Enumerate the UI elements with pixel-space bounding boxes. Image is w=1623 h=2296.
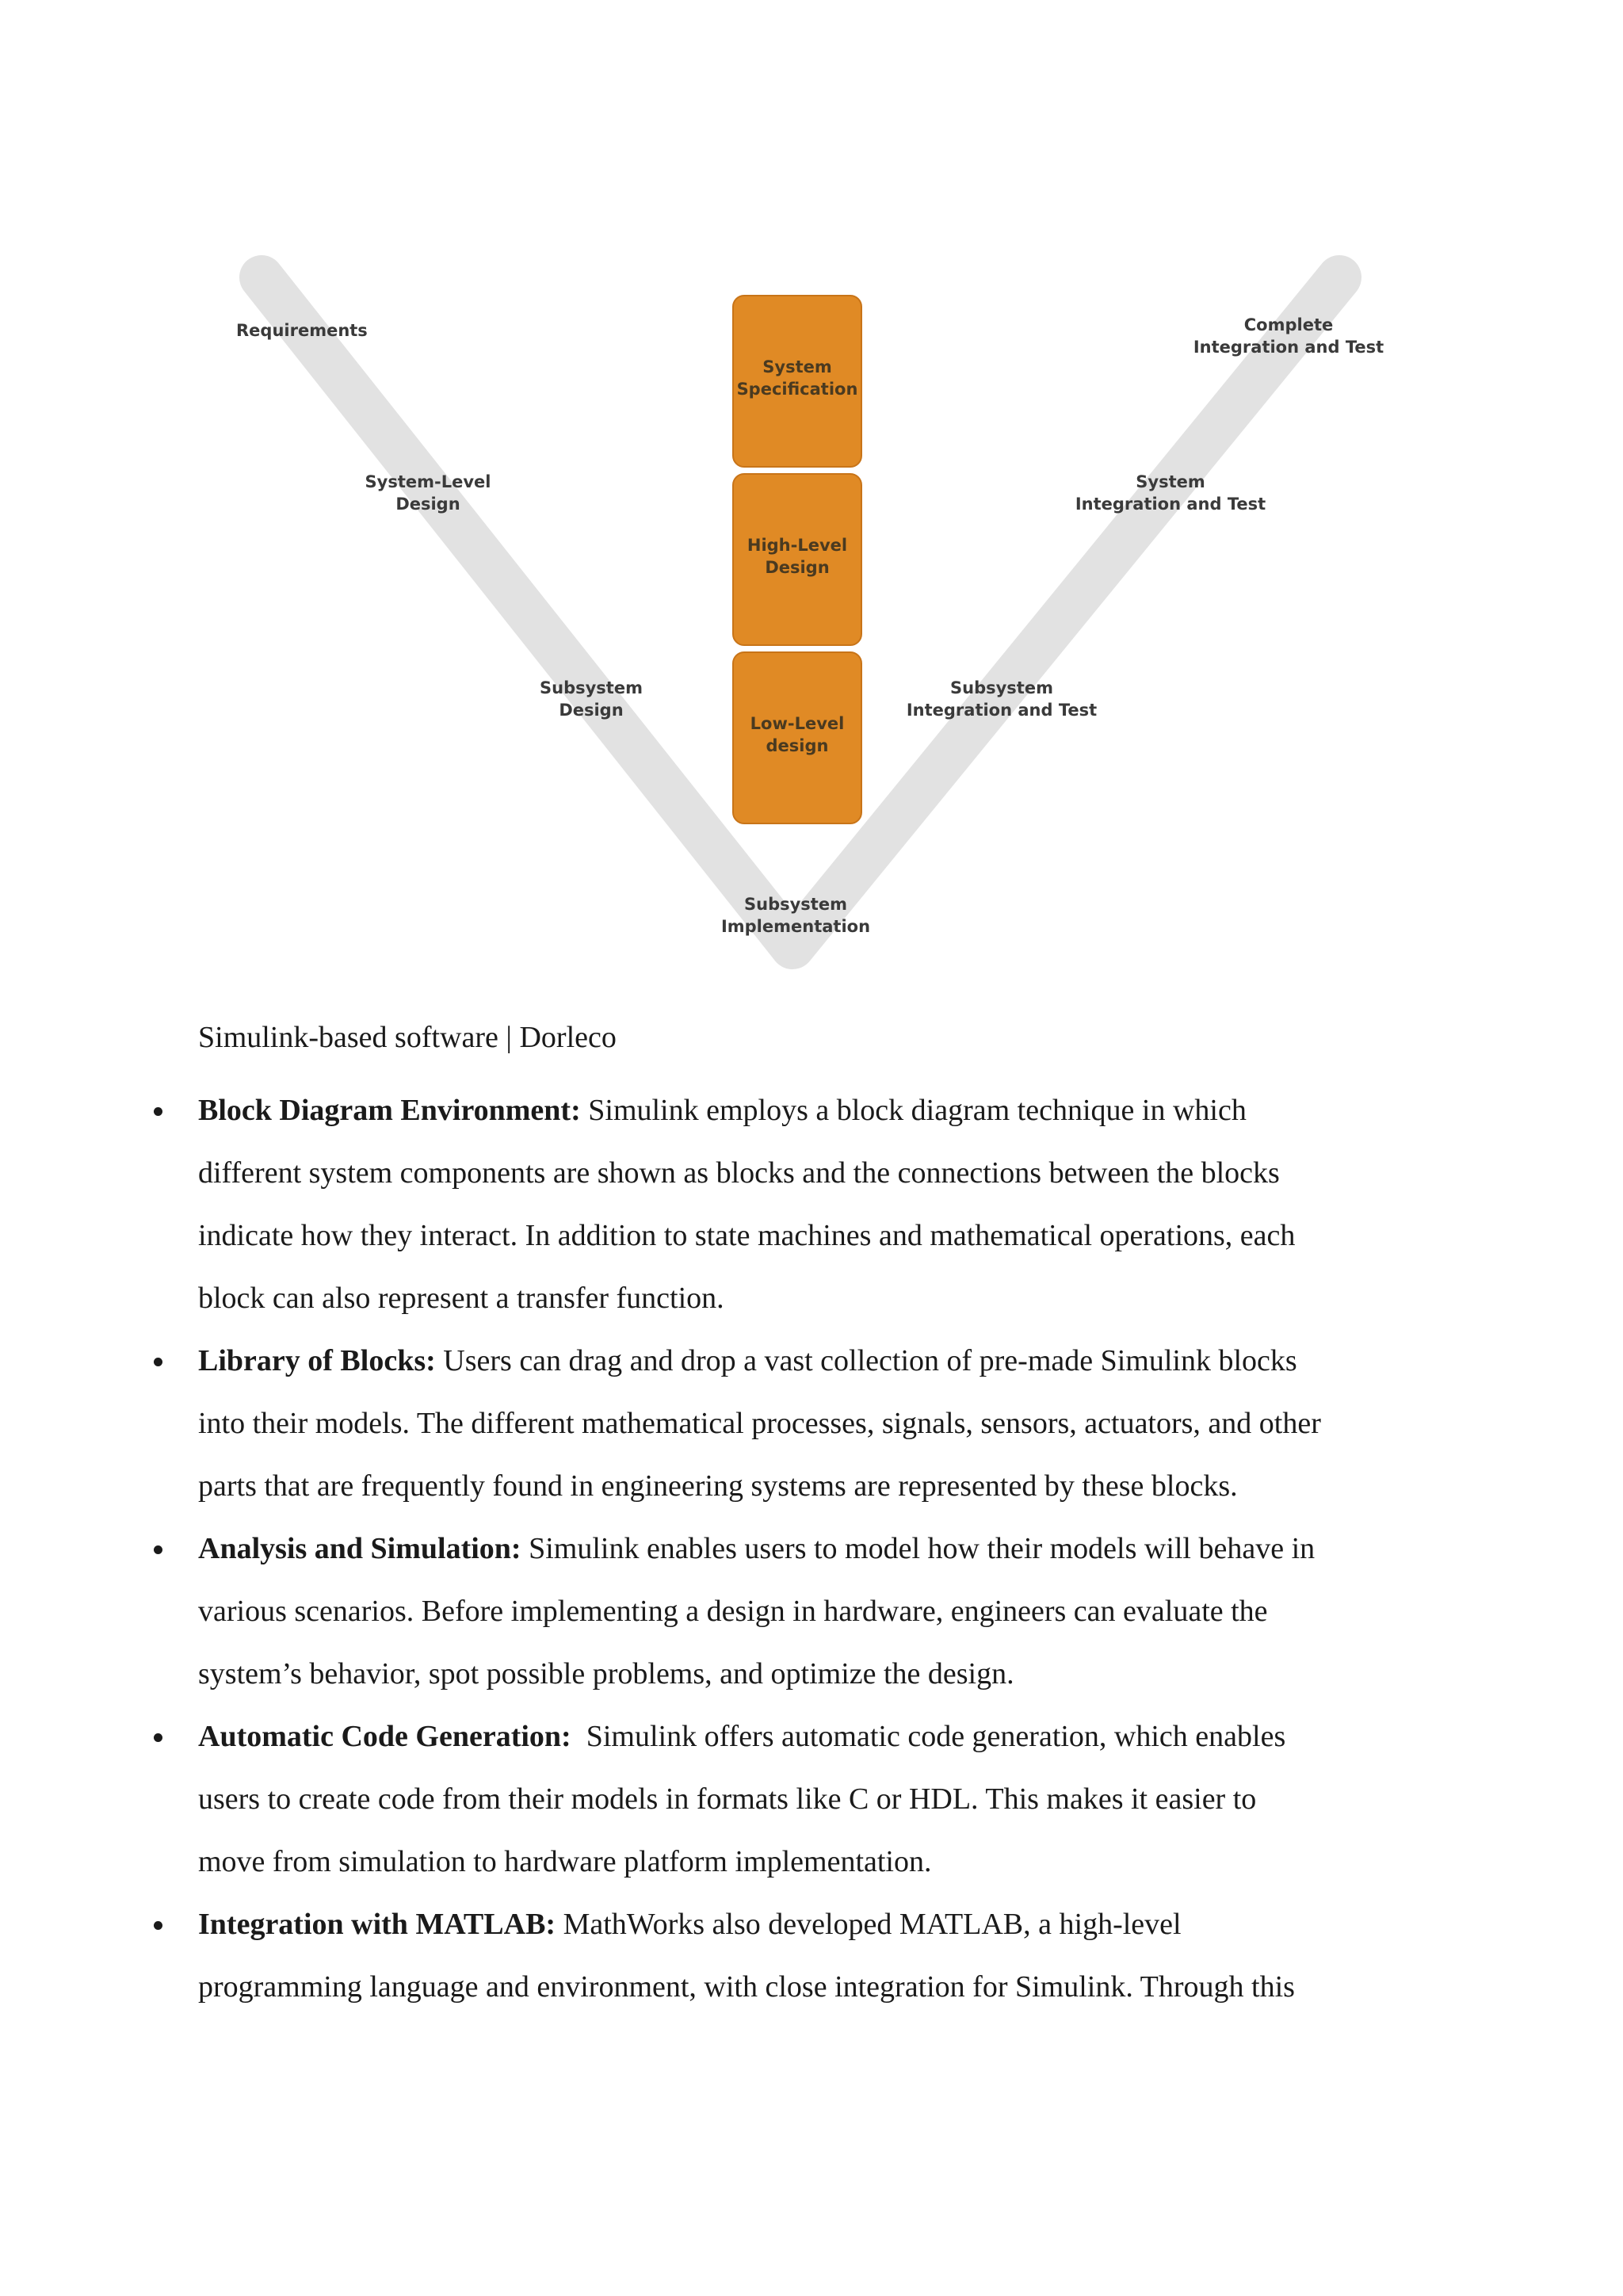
feature-list <box>198 1079 1450 2019</box>
feature-title: Analysis and Simulation: <box>198 1532 521 1565</box>
box-system-specification-line1: System <box>762 357 832 376</box>
label-system-level-design-line1: System-Level <box>365 472 491 491</box>
feature-text-line: Simulink enables users to model how their models will behave in <box>521 1532 1316 1565</box>
v-model-diagram <box>0 0 1623 999</box>
box-high-level-design-line1: High-Level <box>747 536 848 555</box>
label-system-integration-line1: System <box>1136 472 1205 491</box>
feature-text-line: various scenarios. Before implementing a design in hardware, engineers can evaluate the <box>198 1595 1268 1628</box>
label-system-level-design-line2: Design <box>395 495 460 514</box>
feature-text-line: MathWorks also developed MATLAB, a high-level <box>556 1908 1182 1941</box>
feature-text-line: Simulink offers automatic code generation, which enables <box>571 1720 1286 1753</box>
box-low-level-design-line1: Low-Level <box>750 714 845 733</box>
figure-caption: Simulink-based software | Dorleco <box>198 1021 617 1054</box>
box-high-level-design-line2: Design <box>765 558 830 577</box>
label-subsystem-design-line2: Design <box>559 701 624 720</box>
feature-text-line: into their models. The different mathematical processes, signals, sensors, actuators, and other <box>198 1407 1321 1440</box>
feature-text-line: users to create code from their models in formats like C or HDL. This makes it easier to <box>198 1782 1257 1816</box>
box-system-specification-line2: Specification <box>736 380 858 399</box>
feature-item <box>198 1893 1450 2019</box>
label-complete-integration-line2: Integration and Test <box>1193 338 1384 357</box>
label-requirements: Requirements <box>236 321 368 340</box>
label-subsystem-implementation-line2: Implementation <box>720 917 871 936</box>
feature-item <box>198 1518 1450 1706</box>
feature-text-line: parts that are frequently found in engineering systems are represented by these blocks. <box>198 1469 1238 1503</box>
feature-title: Automatic Code Generation: <box>198 1720 571 1753</box>
feature-text-line: different system components are shown as blocks and the connections between the blocks <box>198 1156 1280 1190</box>
label-subsystem-integration-line1: Subsystem <box>950 678 1053 697</box>
feature-text-line: system’s behavior, spot possible problems, and optimize the design. <box>198 1657 1014 1690</box>
box-system-specification <box>733 296 861 467</box>
feature-text-line: indicate how they interact. In addition to state machines and mathematical operations, each <box>198 1219 1296 1252</box>
feature-title: Integration with MATLAB: <box>198 1908 556 1941</box>
feature-title: Library of Blocks: <box>198 1344 436 1377</box>
feature-text-line: Users can drag and drop a vast collection of pre-made Simulink blocks <box>435 1344 1297 1377</box>
feature-text-line: Simulink employs a block diagram technique in which <box>580 1094 1247 1127</box>
label-subsystem-implementation-line1: Subsystem <box>744 895 847 914</box>
feature-text-line: block can also represent a transfer function. <box>198 1282 724 1315</box>
label-complete-integration-line1: Complete <box>1243 315 1334 334</box>
label-subsystem-design-line1: Subsystem <box>540 678 643 697</box>
feature-item <box>198 1330 1450 1518</box>
feature-item <box>198 1706 1450 1893</box>
box-low-level-design <box>733 652 861 823</box>
box-low-level-design-line2: design <box>766 736 829 755</box>
feature-item <box>198 1079 1450 1330</box>
feature-title: Block Diagram Environment: <box>198 1094 581 1127</box>
feature-text-line: programming language and environment, with close integration for Simulink. Through this <box>198 1970 1295 2004</box>
box-high-level-design <box>733 474 861 645</box>
label-system-integration-line2: Integration and Test <box>1075 495 1266 514</box>
label-subsystem-integration-line2: Integration and Test <box>906 701 1098 720</box>
feature-text-line: move from simulation to hardware platform implementation. <box>198 1845 932 1878</box>
